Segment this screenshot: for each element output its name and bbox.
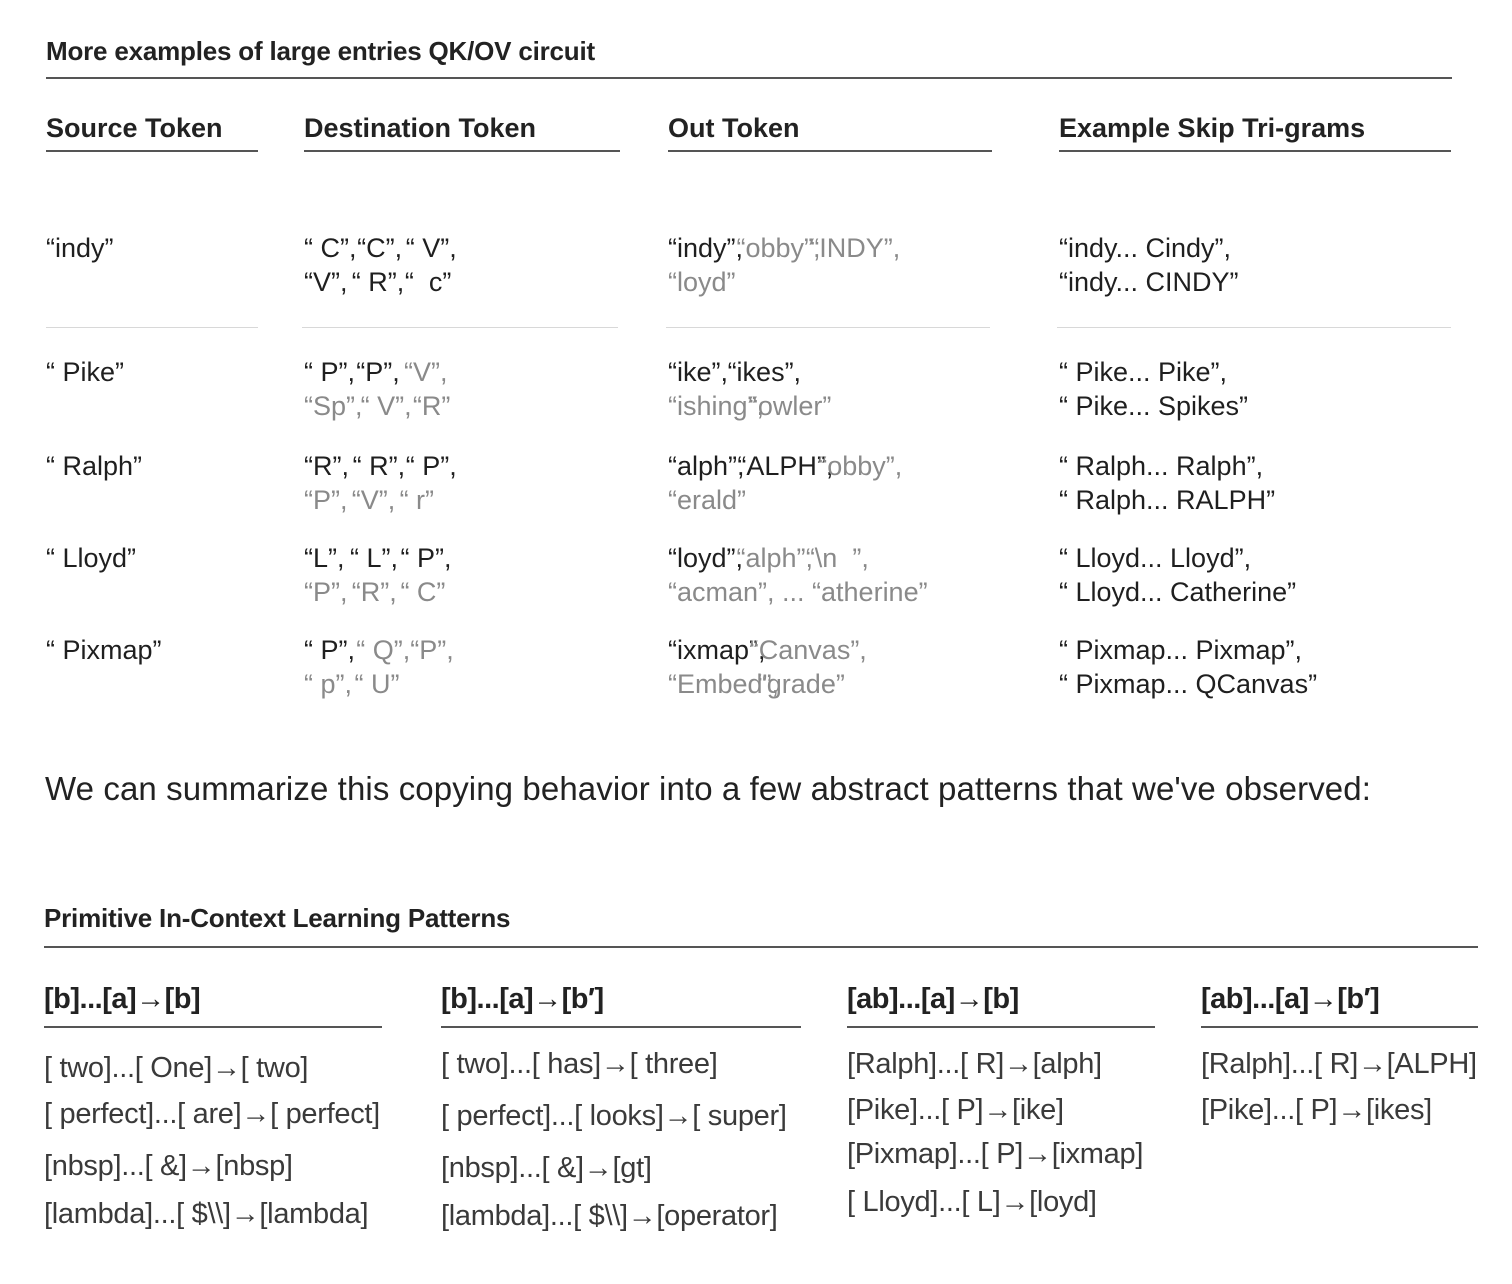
dest-token: “ V”, bbox=[360, 391, 412, 421]
out-token: “ike”, bbox=[668, 357, 728, 387]
example-trigram-cell bbox=[1059, 231, 1239, 299]
source-token-cell: “ Pixmap” bbox=[46, 635, 162, 665]
pattern-example: [nbsp]...[ &]→[nbsp] bbox=[44, 1150, 293, 1182]
pattern-example: [Pixmap]...[ P]→[ixmap] bbox=[847, 1138, 1144, 1170]
pattern-example: [Pike]...[ P]→[ikes] bbox=[1201, 1094, 1432, 1126]
out-token: “INDY”, bbox=[810, 233, 901, 263]
out-token: “alph”, bbox=[736, 543, 813, 573]
icl-figure-title: Primitive In-Context Learning Patterns bbox=[44, 903, 1478, 948]
dest-token: “ L”, bbox=[350, 543, 399, 573]
dest-token: “R”, bbox=[351, 577, 397, 607]
pattern-header: [ab]...[a]→[b′] bbox=[1201, 983, 1478, 1028]
example-trigram-cell bbox=[1059, 355, 1248, 423]
row-divider bbox=[302, 327, 618, 328]
pattern-example: [nbsp]...[ &]→[gt] bbox=[441, 1152, 652, 1184]
out-token: “ikes”, bbox=[727, 357, 802, 387]
dest-token: “V”, bbox=[351, 485, 396, 515]
qkov-table-header bbox=[46, 79, 1452, 157]
dest-token: “L”, bbox=[304, 543, 345, 573]
qkov-examples-figure bbox=[46, 36, 1452, 699]
out-token: “indy”, bbox=[668, 233, 744, 263]
header-out-token: Out Token bbox=[668, 113, 992, 152]
out-token: “alph”, bbox=[668, 451, 745, 481]
header-source-token: Source Token bbox=[46, 113, 258, 152]
qkov-figure-title: More examples of large entries QK/OV circuit bbox=[46, 36, 1452, 79]
out-token: “grade” bbox=[757, 669, 845, 699]
dest-token: “V”, bbox=[404, 357, 448, 387]
header-example-skip-trigrams: Example Skip Tri-grams bbox=[1059, 113, 1451, 152]
icl-patterns-figure bbox=[44, 903, 1478, 948]
pattern-example: [Ralph]...[ R]→[ALPH] bbox=[1201, 1048, 1477, 1080]
out-token: “owler” bbox=[748, 391, 832, 421]
out-token: “ixmap”, bbox=[668, 635, 766, 665]
dest-token: “ U” bbox=[354, 669, 400, 699]
out-token: “obby”, bbox=[736, 233, 821, 263]
out-token: “\n ”, bbox=[805, 543, 869, 573]
example-trigram: “ Lloyd... Catherine” bbox=[1059, 577, 1297, 607]
example-trigram: “ Lloyd... Lloyd”, bbox=[1059, 543, 1252, 573]
dest-token: “ P”, bbox=[405, 451, 457, 481]
dest-token: “ Q”, bbox=[356, 635, 411, 665]
dest-token: “ P”, bbox=[400, 543, 452, 573]
out-token: “erald” bbox=[668, 485, 747, 515]
dest-token: “ p”, bbox=[304, 669, 353, 699]
example-trigram-cell bbox=[1059, 449, 1275, 517]
pattern-example: [lambda]...[ $\\]→[lambda] bbox=[44, 1198, 369, 1230]
out-token: “ALPH”, bbox=[737, 451, 834, 481]
out-token: “loyd” bbox=[668, 267, 736, 297]
out-token: “Canvas”, bbox=[749, 635, 867, 665]
pattern-example: [ perfect]...[ looks]→[ super] bbox=[441, 1100, 787, 1132]
dest-token: “ C”, bbox=[304, 233, 357, 263]
pattern-example: [Ralph]...[ R]→[alph] bbox=[847, 1048, 1102, 1080]
example-trigram: “ Ralph... Ralph”, bbox=[1059, 451, 1264, 481]
dest-token: “P”, bbox=[356, 357, 400, 387]
pattern-header: [ab]...[a]→[b] bbox=[847, 983, 1155, 1028]
dest-token: “Sp”, bbox=[304, 391, 363, 421]
dest-token: “P”, bbox=[304, 577, 348, 607]
dest-token: “ R”, bbox=[352, 451, 406, 481]
summary-paragraph: We can summarize this copying behavior into a few abstract patterns that we've observed: bbox=[45, 770, 1371, 807]
out-token: “ishing”, bbox=[668, 391, 765, 421]
row-divider bbox=[666, 327, 990, 328]
pattern-example: [ perfect]...[ are]→[ perfect] bbox=[44, 1098, 380, 1130]
out-token: “loyd”, bbox=[668, 543, 744, 573]
example-trigram: “ Pixmap... Pixmap”, bbox=[1059, 635, 1303, 665]
pattern-example: [lambda]...[ $\\]→[operator] bbox=[441, 1200, 778, 1232]
dest-token: “V”, bbox=[304, 267, 348, 297]
example-trigram: “ Ralph... RALPH” bbox=[1059, 485, 1276, 515]
example-trigram: “ Pike... Spikes” bbox=[1059, 391, 1249, 421]
dest-token: “ C” bbox=[400, 577, 446, 607]
dest-token: “ P”, bbox=[304, 357, 355, 387]
dest-token: “R”, bbox=[304, 451, 349, 481]
example-trigram: “indy... CINDY” bbox=[1059, 267, 1239, 297]
pattern-example: [ Lloyd]...[ L]→[loyd] bbox=[847, 1186, 1097, 1218]
dest-token: “ c” bbox=[404, 267, 452, 297]
out-token: “obby”, bbox=[818, 451, 903, 481]
example-trigram: “ Pike... Pike”, bbox=[1059, 357, 1228, 387]
source-token-cell: “ Pike” bbox=[46, 357, 125, 387]
source-token-cell: “indy” bbox=[46, 233, 114, 263]
example-trigram: “indy... Cindy”, bbox=[1059, 233, 1232, 263]
dest-token: “ P”, bbox=[304, 635, 355, 665]
row-divider bbox=[46, 327, 258, 328]
example-trigram: “ Pixmap... QCanvas” bbox=[1059, 669, 1318, 699]
row-divider bbox=[1057, 327, 1451, 328]
dest-token: “ r” bbox=[399, 485, 435, 515]
dest-token: “R” bbox=[412, 391, 451, 421]
dest-token: “ R”, bbox=[351, 267, 405, 297]
pattern-example: [ two]...[ One]→[ two] bbox=[44, 1052, 309, 1084]
dest-token: “C”, bbox=[357, 233, 403, 263]
dest-token: “P”, bbox=[304, 485, 348, 515]
pattern-example: [Pike]...[ P]→[ike] bbox=[847, 1094, 1064, 1126]
dest-token: “ V”, bbox=[405, 233, 457, 263]
out-token: “Embed”, bbox=[668, 669, 780, 699]
header-destination-token: Destination Token bbox=[304, 113, 620, 152]
pattern-header: [b]...[a]→[b′] bbox=[441, 983, 801, 1028]
pattern-example: [ two]...[ has]→[ three] bbox=[441, 1048, 718, 1080]
dest-token: “P”, bbox=[410, 635, 454, 665]
example-trigram-cell bbox=[1059, 541, 1296, 609]
pattern-header: [b]...[a]→[b] bbox=[44, 983, 382, 1028]
out-token: “acman”, ... “atherine” bbox=[668, 577, 928, 607]
example-trigram-cell bbox=[1059, 633, 1317, 701]
source-token-cell: “ Lloyd” bbox=[46, 543, 137, 573]
source-token-cell: “ Ralph” bbox=[46, 451, 143, 481]
